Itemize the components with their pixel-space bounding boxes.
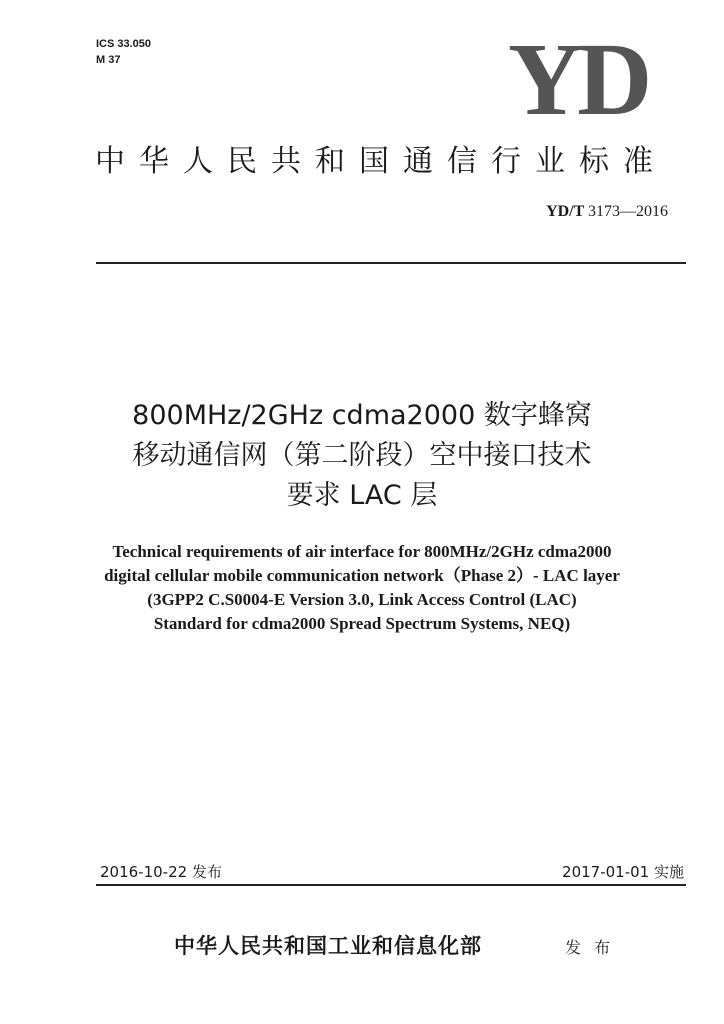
top-divider (96, 262, 686, 264)
ics-code: ICS 33.050 (96, 38, 152, 50)
yd-logo: YD (508, 22, 647, 137)
issue-date: 2016-10-22 发布 (100, 863, 222, 881)
chinese-title-line: 移动通信网（第二阶段）空中接口技术 (132, 440, 592, 471)
bottom-divider (96, 884, 686, 886)
publish-label: 发 布 (565, 938, 615, 957)
standard-number-prefix: YD/T (546, 203, 584, 220)
chinese-title-line: 要求 LAC 层 (286, 480, 438, 511)
standard-number (546, 203, 668, 221)
standard-category: 中华人民共和国通信行业标准 (95, 144, 667, 179)
english-title-line: digital cellular mobile communication network（Phase 2）- LAC layer (104, 566, 620, 585)
chinese-title-line: 800MHz/2GHz cdma2000 数字蜂窝 (132, 400, 592, 431)
classification-codes (96, 36, 151, 68)
chinese-title (40, 396, 684, 516)
english-title-line: Standard for cdma2000 Spread Spectrum Systems, NEQ) (153, 614, 571, 633)
implementation-date: 2017-01-01 实施 (562, 863, 684, 881)
publisher-name: 中华人民共和国工业和信息化部 (174, 933, 482, 958)
english-title-line: (3GPP2 C.S0004-E Version 3.0, Link Access Control (LAC) (147, 590, 577, 609)
category-code: M 37 (96, 54, 121, 66)
english-title (40, 540, 684, 636)
english-title-line: Technical requirements of air interface for 800MHz/2GHz cdma2000 (112, 542, 612, 561)
standard-number-body: 3173—2016 (588, 203, 668, 220)
